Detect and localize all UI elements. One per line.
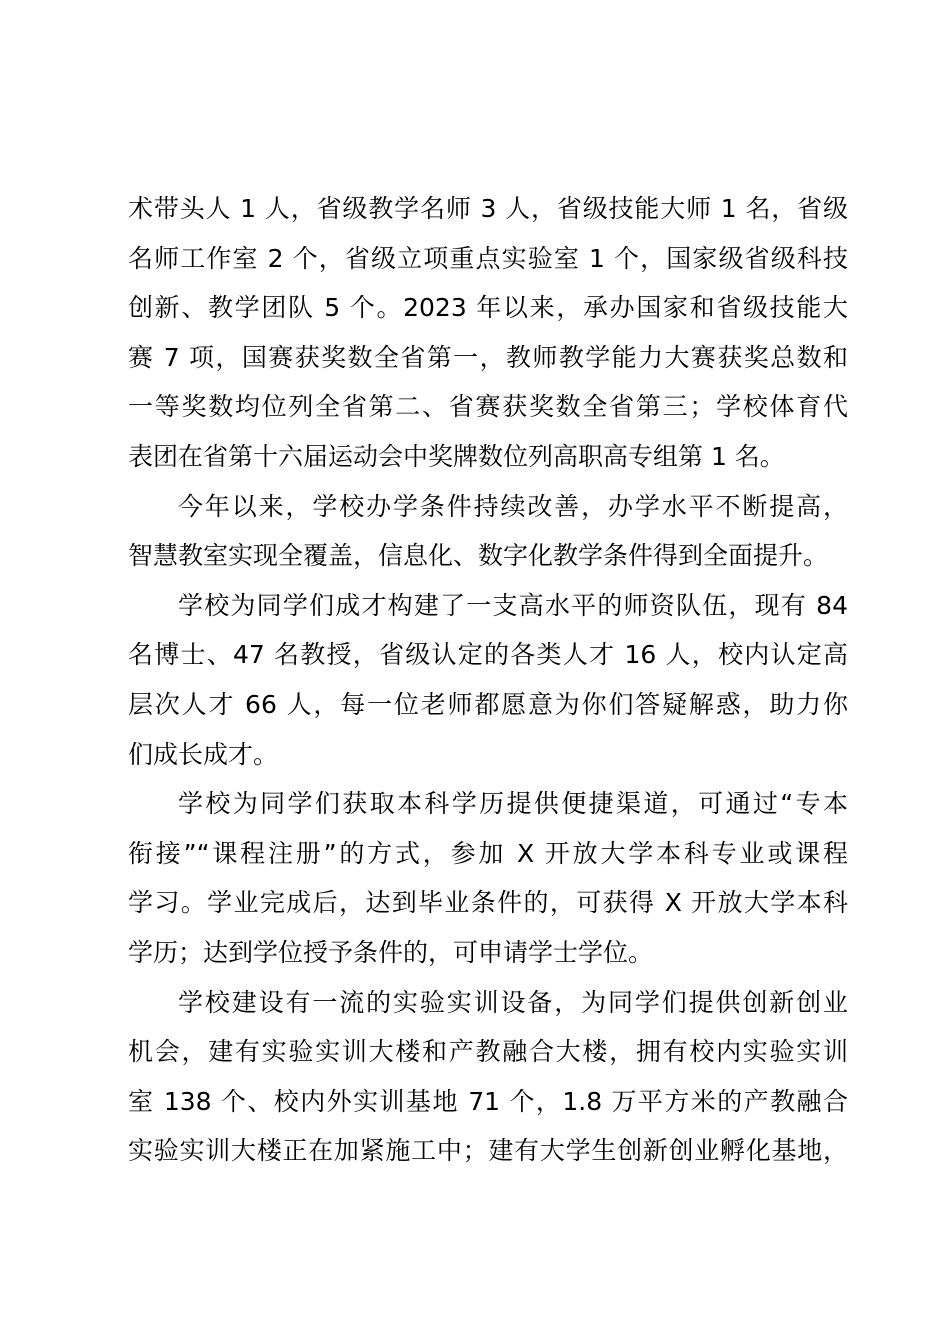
text-line: 们成长成才。: [128, 739, 279, 769]
text-line: 智慧教室实现全覆盖，信息化、数字化教学条件得到全面提升。: [128, 541, 829, 571]
text-line: 术带头人 1 人，省级教学名师 3 人，省级技能大师 1 名，省级: [128, 194, 848, 223]
paragraph: [128, 482, 848, 581]
text-line: 室 138 个、校内外实训基地 71 个，1.8 万平方米的产教融合: [128, 1086, 848, 1116]
text-line: 学校建设有一流的实验实训设备，为同学们提供创新创业: [178, 987, 848, 1017]
paragraph: [128, 779, 848, 977]
text-line: 学校为同学们成才构建了一支高水平的师资队伍，现有 84: [178, 590, 848, 620]
body-text: [128, 184, 848, 1176]
text-line: 创新、教学团队 5 个。2023 年以来，承办国家和省级技能大: [128, 293, 848, 323]
paragraph: [128, 581, 848, 779]
text-line: 学历；达到学位授予条件的，可申请学士学位。: [128, 937, 654, 967]
text-line: 机会，建有实验实训大楼和产教融合大楼，拥有校内实验实训: [128, 1037, 848, 1067]
paragraph: [128, 184, 848, 482]
text-line: 今年以来，学校办学条件持续改善，办学水平不断提高，: [178, 491, 848, 521]
text-line: 学习。学业完成后，达到毕业条件的，可获得 X 开放大学本科: [128, 888, 848, 918]
text-line: 层次人才 66 人，每一位老师都愿意为你们答疑解惑，助力你: [128, 689, 848, 719]
text-line: 名师工作室 2 个，省级立项重点实验室 1 个，国家级省级科技: [128, 243, 848, 273]
text-line: 名博士、47 名教授，省级认定的各类人才 16 人，校内认定高: [128, 640, 848, 670]
text-line: 一等奖数均位列全省第二、省赛获奖数全省第三；学校体育代: [128, 392, 848, 422]
text-line: 表团在省第十六届运动会中奖牌数位列高职高专组第 1 名。: [128, 441, 785, 471]
paragraph: [128, 978, 848, 1176]
text-line: 实验实训大楼正在加紧施工中；建有大学生创新创业孵化基地，: [128, 1136, 848, 1166]
text-line: 学校为同学们获取本科学历提供便捷渠道，可通过“专本: [178, 789, 848, 819]
text-line: 衔接”“课程注册”的方式，参加 X 开放大学本科专业或课程: [128, 838, 848, 868]
text-line: 赛 7 项，国赛获奖数全省第一，教师教学能力大赛获奖总数和: [128, 342, 848, 372]
